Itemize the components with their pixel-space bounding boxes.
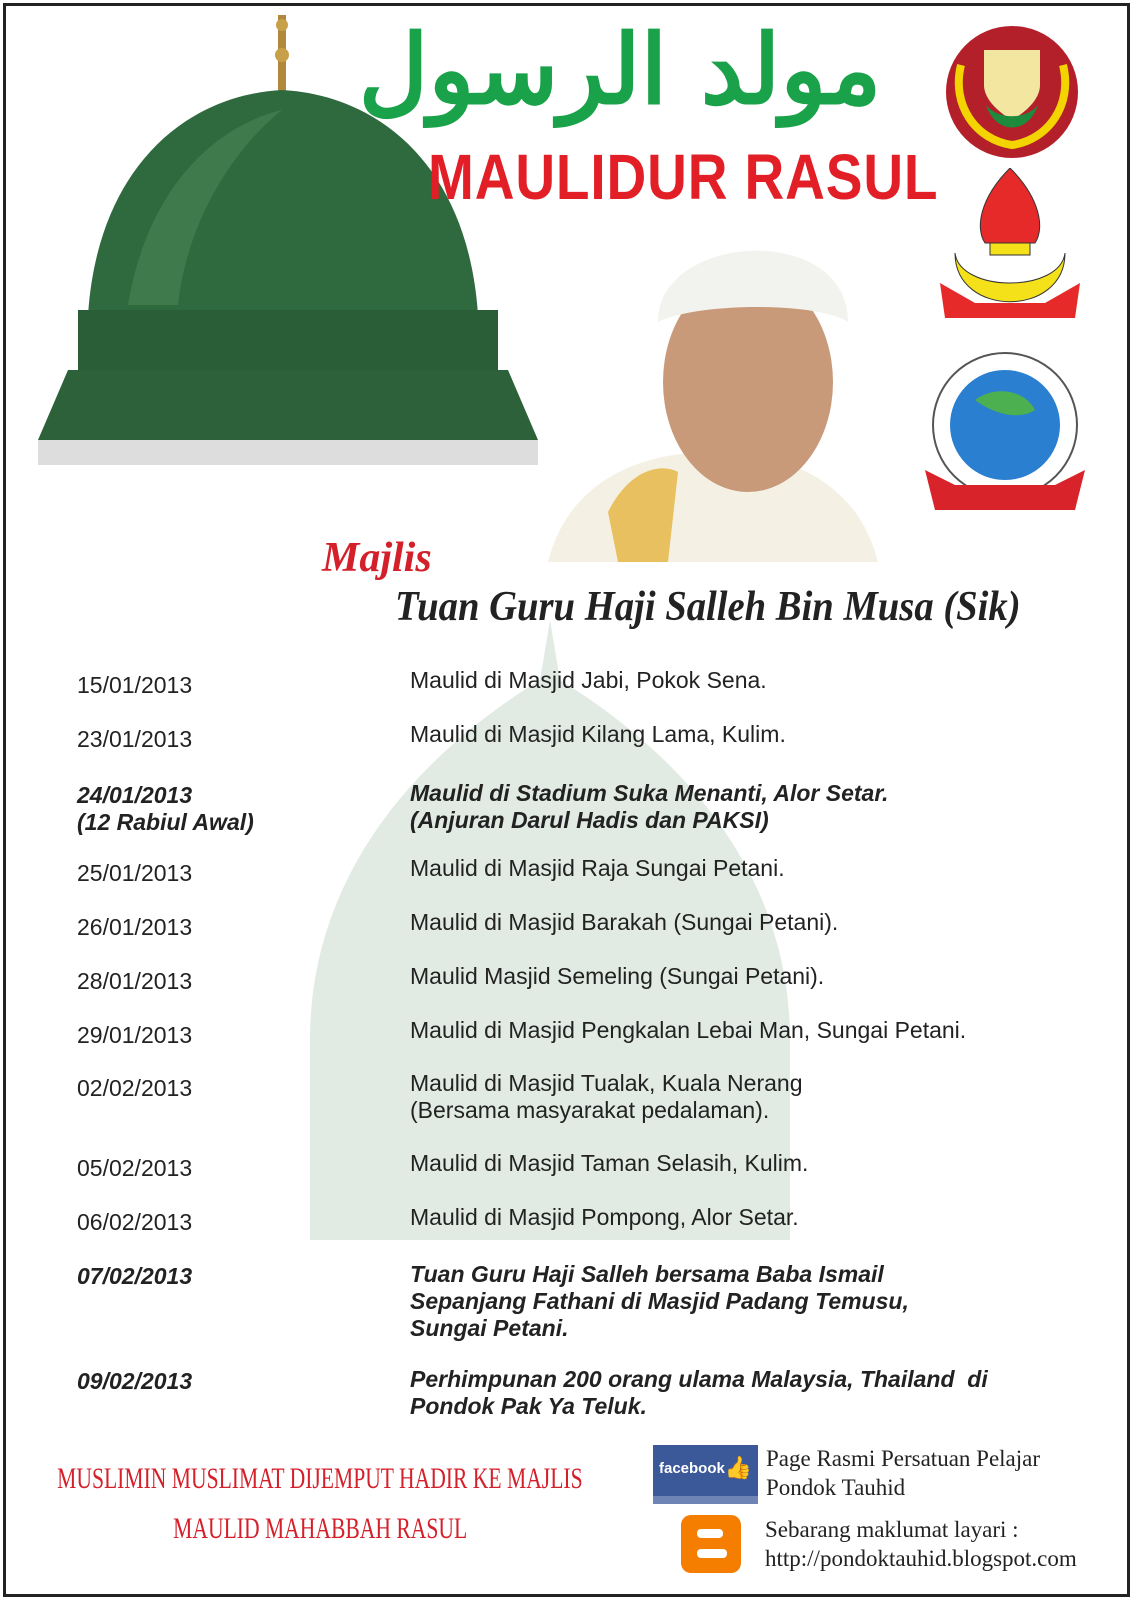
schedule-description: Maulid di Masjid Kilang Lama, Kulim. bbox=[410, 721, 786, 747]
madrasah-rahmaniah-logo bbox=[935, 168, 1085, 338]
schedule-date: 23/01/2013 bbox=[77, 726, 193, 752]
majlis-label: Majlis bbox=[322, 535, 432, 581]
blog-text bbox=[765, 1515, 1077, 1573]
schedule-description: Maulid di Stadium Suka Menanti, Alor Setar. (Anjuran Darul Hadis dan PAKSI) bbox=[410, 780, 889, 833]
schedule-date: 15/01/2013 bbox=[77, 672, 193, 698]
schedule-date: 06/02/2013 bbox=[77, 1209, 193, 1235]
schedule-description: Tuan Guru Haji Salleh bersama Baba Ismail Sepanjang Fathani di Masjid Padang Temusu, Sungai Petani. bbox=[410, 1261, 909, 1341]
schedule-description: Maulid di Masjid Barakah (Sungai Petani). bbox=[410, 909, 839, 935]
invite-line-2 bbox=[20, 1512, 620, 1546]
schedule-date: 28/01/2013 bbox=[77, 968, 193, 994]
kedah-crest-logo bbox=[936, 25, 1088, 160]
schedule-description: Maulid di Masjid Raja Sungai Petani. bbox=[410, 855, 785, 881]
schedule-description: Maulid di Masjid Tualak, Kuala Nerang (Bersama masyarakat pedalaman). bbox=[410, 1070, 803, 1123]
schedule-date: 25/01/2013 bbox=[77, 860, 193, 886]
facebook-text-line-1: Page Rasmi Persatuan Pelajar bbox=[766, 1446, 1041, 1471]
facebook-text-line-2: Pondok Tauhid bbox=[766, 1475, 906, 1500]
schedule-date: 05/02/2013 bbox=[77, 1155, 193, 1181]
speaker-name: Tuan Guru Haji Salleh Bin Musa (Sik) bbox=[395, 584, 1021, 630]
schedule-description: Maulid di Masjid Taman Selasih, Kulim. bbox=[410, 1150, 809, 1176]
schedule-date: 26/01/2013 bbox=[77, 914, 193, 940]
blogger-icon[interactable] bbox=[681, 1515, 741, 1573]
schedule-date: 24/01/2013 (12 Rabiul Awal) bbox=[77, 782, 254, 835]
invite-line-1 bbox=[20, 1462, 620, 1496]
schedule-description: Perhimpunan 200 orang ulama Malaysia, Thailand di Pondok Pak Ya Teluk. bbox=[410, 1366, 988, 1419]
facebook-text bbox=[766, 1444, 1040, 1502]
pppt-kedah-logo bbox=[925, 350, 1085, 520]
invite-line-1-text: MUSLIMIN MUSLIMAT DIJEMPUT HADIR KE MAJLIS bbox=[57, 1462, 583, 1495]
schedule-description: Maulid di Masjid Jabi, Pokok Sena. bbox=[410, 667, 767, 693]
thumbs-up-icon: 👍 bbox=[724, 1455, 752, 1480]
speaker-portrait bbox=[548, 212, 878, 562]
facebook-icon[interactable] bbox=[653, 1445, 758, 1504]
blog-url-link[interactable]: http://pondoktauhid.blogspot.com bbox=[765, 1546, 1077, 1571]
schedule-date: 29/01/2013 bbox=[77, 1022, 193, 1048]
blog-text-line-1: Sebarang maklumat layari : bbox=[765, 1517, 1019, 1542]
schedule-date: 02/02/2013 bbox=[77, 1075, 193, 1101]
schedule-description: Maulid Masjid Semeling (Sungai Petani). bbox=[410, 963, 825, 989]
main-title: MAULIDUR RASUL bbox=[428, 141, 939, 213]
facebook-label: facebook bbox=[659, 1460, 725, 1477]
arabic-title: مولد الرسول bbox=[358, 13, 882, 126]
schedule-description: Maulid di Masjid Pompong, Alor Setar. bbox=[410, 1204, 799, 1230]
schedule-description: Maulid di Masjid Pengkalan Lebai Man, Sungai Petani. bbox=[410, 1017, 967, 1043]
invite-line-2-text: MAULID MAHABBAH RASUL bbox=[172, 1512, 468, 1545]
schedule-date: 09/02/2013 bbox=[77, 1368, 193, 1394]
schedule-date: 07/02/2013 bbox=[77, 1263, 193, 1289]
